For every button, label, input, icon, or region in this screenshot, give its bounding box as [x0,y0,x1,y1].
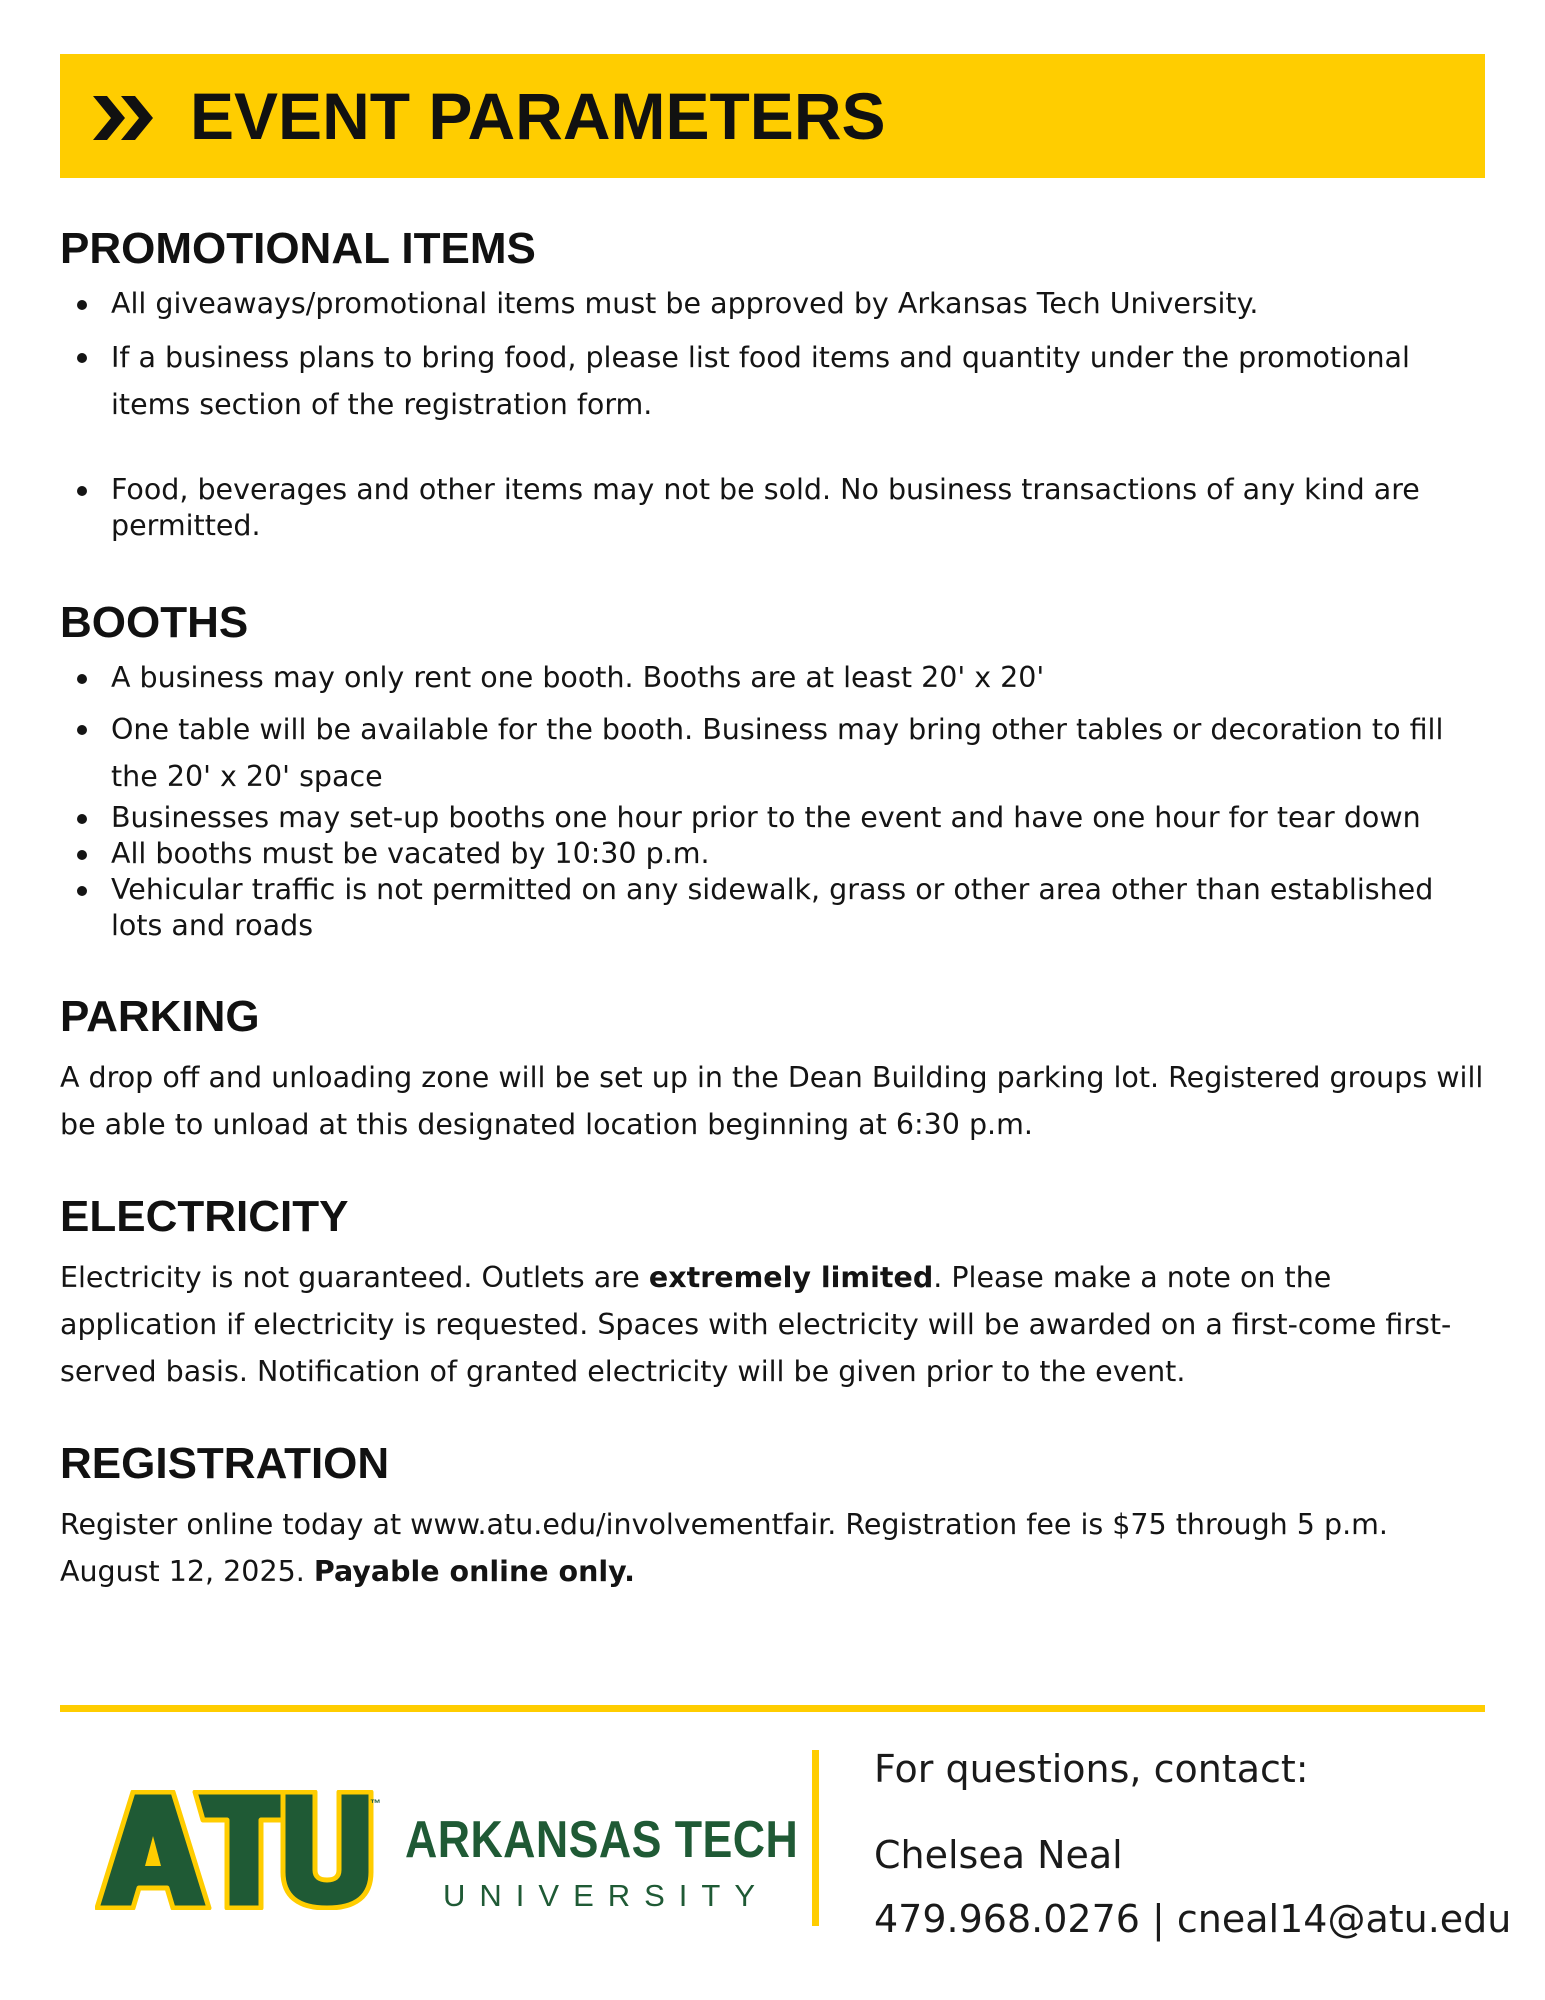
atu-logo-mark [95,1790,375,1910]
list-item: One table will be available for the booth. Business may bring other tables or decoration to fill the 20' x 20' space [60,706,1490,800]
registration-emphasis: Payable online only. [313,1555,635,1588]
electricity-text-end: . Please make a note on the application if electricity is requested. Spaces with electricity will be awarded on a first-come first-served basis. Notification of granted electricity will be given prior to the event. [60,1261,1452,1388]
promotional-items-list [60,286,1490,544]
page-title: EVENT PARAMETERS [190,79,886,153]
booths-list [60,660,1490,944]
contact-phone[interactable]: 479.968.0276 [874,1897,1140,1941]
section-heading: PARKING [60,992,260,1041]
atu-logo [95,1790,799,1914]
logo-wordmark-line2: UNIVERSITY [443,1878,770,1913]
section-heading: REGISTRATION [60,1439,390,1488]
electricity-emphasis: extremely limited [648,1261,934,1294]
booths-section [60,596,1490,944]
list-item: All giveaways/promotional items must be approved by Arkansas Tech University. [60,286,1490,322]
contact-separator: | [1139,1897,1177,1941]
list-item: A business may only rent one booth. Booths are at least 20' x 20' [60,660,1490,696]
list-item: If a business plans to bring food, please list food items and quantity under the promotional items section of the registration form. [60,334,1490,428]
parking-section [60,990,1490,1148]
header-banner [60,54,1485,178]
electricity-text-start: Electricity is not guaranteed. Outlets are [60,1261,649,1294]
electricity-text [60,1254,1490,1395]
section-heading: BOOTHS [60,598,249,647]
list-item: Food, beverages and other items may not be sold. No business transactions of any kind are permitted. [60,472,1490,544]
footer-divider [60,1705,1485,1712]
double-chevron-right-icon [93,96,159,140]
logo-wordmark-line1: ARKANSAS TECH [405,1811,799,1869]
main-content [60,222,1490,1637]
registration-section [60,1437,1490,1595]
registration-text-start: Register online today at www.atu.edu/involvementfair. Registration fee is $75 through 5 p.m. August 12, 2025. [60,1508,1388,1588]
footer-vertical-divider [812,1750,819,1926]
electricity-section [60,1190,1490,1395]
list-item: All booths must be vacated by 10:30 p.m. [60,836,1490,872]
contact-name: Chelsea Neal [874,1833,1123,1877]
contact-prompt: For questions, contact: [874,1747,1309,1791]
contact-email[interactable]: cneal14@atu.edu [1176,1897,1512,1941]
section-heading: ELECTRICITY [60,1192,349,1241]
contact-details [874,1895,1511,1943]
promotional-items-section [60,222,1490,544]
trademark-symbol: ™ [370,1798,381,1810]
section-heading: PROMOTIONAL ITEMS [60,224,536,273]
list-item: Vehicular traffic is not permitted on any sidewalk, grass or other area other than established lots and roads [60,872,1490,944]
registration-text [60,1501,1490,1595]
contact-block [874,1745,1511,1943]
parking-text: A drop off and unloading zone will be set up in the Dean Building parking lot. Registered groups will be able to unload at this designated location beginning at 6:30 p.m. [60,1061,1484,1141]
list-item: Businesses may set-up booths one hour prior to the event and have one hour for tear down [60,800,1490,836]
